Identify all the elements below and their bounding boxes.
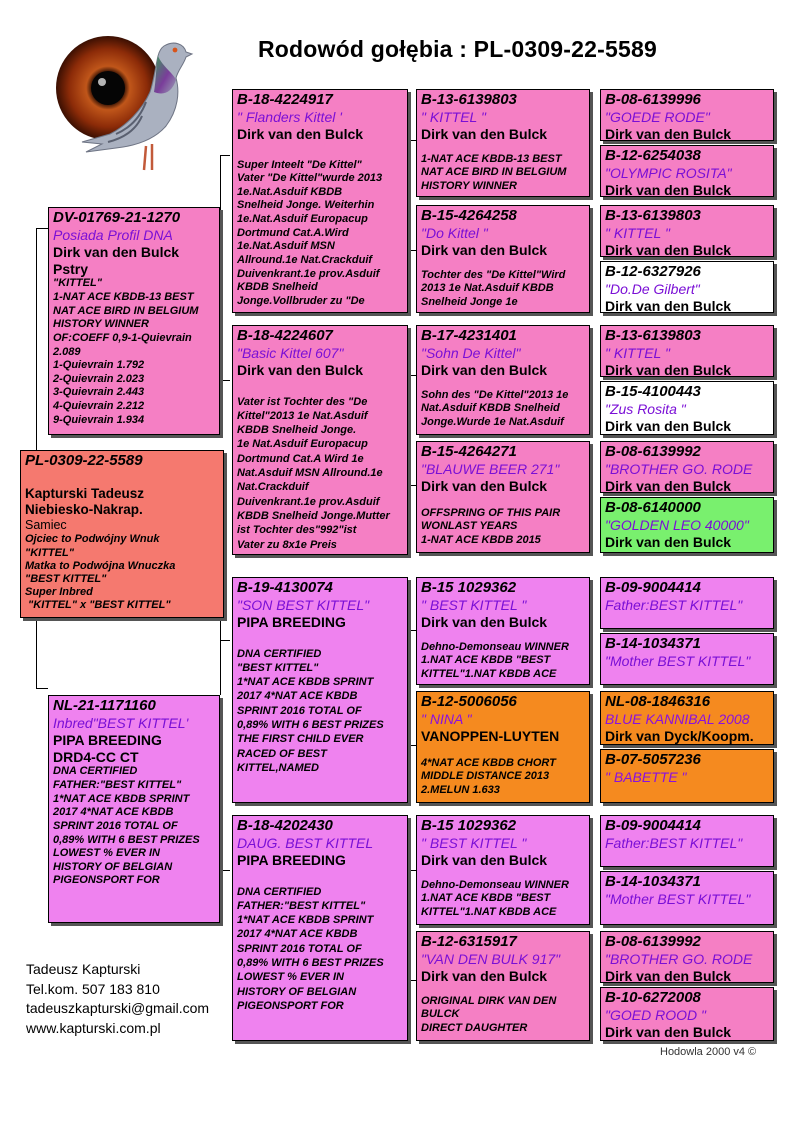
- mother-note: LOWEST % EVER IN: [53, 847, 160, 860]
- great-grandparent-owner: Dirk van den Bulck: [421, 241, 548, 258]
- mother-note: PIGEONSPORT FOR: [53, 874, 160, 887]
- great-grandparent-note: 1.NAT ACE KBDB "BEST: [421, 654, 551, 667]
- father-note: 1-Quievrain 1.792: [53, 359, 145, 372]
- father-note: 9-Quievrain 1.934: [53, 413, 145, 426]
- great-grandparent-note: Sohn des "De Kittel"2013 1e: [421, 388, 569, 401]
- connector-line: [408, 250, 416, 251]
- g3-ring: NL-08-1846316: [605, 693, 711, 710]
- bird-note: Ojciec to Podwójny Wnuk: [25, 533, 160, 546]
- great-grandparent-note: OFFSPRING OF THIS PAIR: [421, 506, 561, 519]
- grandparent-note: SPRINT 2016 TOTAL OF: [237, 942, 362, 955]
- grandparent-ring: B-19-4130074: [237, 579, 333, 596]
- great-grandparent-note: BULCK: [421, 1008, 460, 1021]
- grandparent-note: KBDB Snelheid Jonge.Mutter: [237, 509, 390, 522]
- g3-ring: B-08-6139992: [605, 933, 701, 950]
- grandparent-note: 1*NAT ACE KBDB SPRINT: [237, 676, 374, 689]
- grandparent-note: RACED OF BEST: [237, 747, 327, 760]
- great-grandparent-note: Tochter des "De Kittel"Wird: [421, 268, 566, 281]
- father-note: 3-Quievrain 2.443: [53, 386, 145, 399]
- footer-version: Hodowla 2000 v4 ©: [660, 1046, 757, 1058]
- great-grandparent-ring: B-15-4264258: [421, 207, 517, 224]
- grandparent-card: [232, 89, 408, 313]
- connector-line: [36, 688, 48, 689]
- g3-ring: B-07-5057236: [605, 751, 701, 768]
- great-grandparent-card: [416, 89, 590, 197]
- connector-line: [220, 325, 221, 380]
- great-grandparent-note: DIRECT DAUGHTER: [421, 1021, 528, 1034]
- father-note: 2-Quievrain 2.023: [53, 372, 145, 385]
- great-grandparent-note: 2.MELUN 1.633: [421, 783, 500, 796]
- g3-card: [600, 205, 774, 257]
- contact-block: [26, 960, 209, 1038]
- great-grandparent-note: NAT ACE BIRD IN BELGIUM: [421, 166, 567, 179]
- g3-ring: B-08-6139992: [605, 443, 701, 460]
- mother-note: 2017 4*NAT ACE KBDB: [53, 806, 174, 819]
- g3-name: " KITTEL ": [605, 345, 670, 361]
- great-grandparent-owner: Dirk van den Bulck: [421, 125, 548, 142]
- great-grandparent-card: [416, 931, 590, 1041]
- grandparent-note: Duivenkrant.1e prov.Asduif: [237, 495, 380, 508]
- g3-owner: Dirk van den Bulck: [605, 181, 732, 197]
- great-grandparent-name: " BEST KITTEL ": [421, 597, 527, 613]
- great-grandparent-note: Dehno-Demonseau WINNER: [421, 640, 569, 653]
- g3-name: Father:BEST KITTEL": [605, 597, 743, 613]
- g3-owner: Dirk van Dyck/Koopm.: [605, 727, 754, 744]
- g3-name: " KITTEL ": [605, 225, 670, 241]
- grandparent-ring: B-18-4224607: [237, 327, 333, 344]
- mother-note: 0,89% WITH 6 BEST PRIZES: [53, 833, 200, 846]
- father-note: 2.089: [53, 345, 81, 358]
- connector-line: [408, 980, 416, 981]
- contact-name: Tadeusz Kapturski: [26, 961, 141, 977]
- grandparent-note: Vater "De Kittel"wurde 2013: [237, 172, 383, 185]
- connector-line: [408, 870, 409, 980]
- great-grandparent-name: "VAN DEN BULK 917": [421, 951, 561, 967]
- father-note: NAT ACE BIRD IN BELGIUM: [53, 304, 199, 317]
- g3-card: [600, 931, 774, 983]
- connector-line: [36, 618, 37, 688]
- bird-breeder: Kapturski Tadeusz: [25, 486, 145, 501]
- father-note: HISTORY WINNER: [53, 318, 149, 331]
- g3-ring: B-12-6327926: [605, 263, 701, 280]
- mother-note: HISTORY OF BELGIAN: [53, 860, 173, 873]
- contact-phone: Tel.kom. 507 183 810: [26, 980, 160, 997]
- great-grandparent-ring: B-15-4264271: [421, 443, 517, 460]
- great-grandparent-note: HISTORY WINNER: [421, 179, 517, 192]
- grandparent-note: "BEST KITTEL": [237, 661, 319, 674]
- great-grandparent-card: [416, 691, 590, 803]
- bird-note: "BEST KITTEL": [25, 572, 107, 585]
- grandparent-note: 2017 4*NAT ACE KBDB: [237, 928, 358, 941]
- grandparent-note: KITTEL,NAMED: [237, 761, 319, 774]
- g3-owner: Dirk van den Bulck: [605, 967, 732, 983]
- grandparent-note: 1*NAT ACE KBDB SPRINT: [237, 914, 374, 927]
- great-grandparent-owner: Dirk van den Bulck: [421, 851, 548, 868]
- grandparent-note: Nat.Crackduif: [237, 481, 309, 494]
- great-grandparent-card: [416, 205, 590, 313]
- g3-name: BLUE KANNIBAL 2008: [605, 711, 750, 727]
- g3-ring: B-12-6254038: [605, 147, 701, 164]
- great-grandparent-owner: Dirk van den Bulck: [421, 477, 548, 494]
- grandparent-note: THE FIRST CHILD EVER: [237, 733, 364, 746]
- grandparent-note: Dortmund Cat.A.Wird: [237, 226, 349, 239]
- great-grandparent-note: ORIGINAL DIRK VAN DEN: [421, 994, 557, 1007]
- g3-card: [600, 89, 774, 141]
- father-name: Posiada Profil DNA: [53, 227, 173, 243]
- great-grandparent-note: 1-NAT ACE KBDB-13 BEST: [421, 152, 562, 165]
- great-grandparent-name: "Sohn De Kittel": [421, 345, 521, 361]
- g3-name: "GOLDEN LEO 40000": [605, 517, 749, 533]
- grandparent-name: " Flanders Kittel ': [237, 109, 342, 125]
- grandparent-note: HISTORY OF BELGIAN: [237, 985, 357, 998]
- connector-line: [408, 140, 409, 250]
- grandparent-owner: PIPA BREEDING: [237, 851, 346, 868]
- g3-name: "Mother BEST KITTEL": [605, 653, 751, 669]
- connector-line: [408, 630, 416, 631]
- g3-owner: Dirk van den Bulck: [605, 477, 732, 493]
- grandparent-note: Dortmund Cat.A Wird 1e: [237, 452, 364, 465]
- grandparent-note: Allround.1e Nat.Crackduif: [237, 253, 373, 266]
- grandparent-note: Duivenkrant.1e prov.Asduif: [237, 267, 380, 280]
- connector-line: [408, 140, 416, 141]
- g3-owner: Dirk van den Bulck: [605, 361, 732, 377]
- great-grandparent-owner: Dirk van den Bulck: [421, 967, 548, 984]
- g3-ring: B-15-4100443: [605, 383, 701, 400]
- connector-line: [408, 485, 416, 486]
- connector-line: [408, 745, 416, 746]
- contact-website[interactable]: www.kapturski.com.pl: [26, 1019, 161, 1036]
- g3-ring: B-13-6139803: [605, 327, 701, 344]
- great-grandparent-ring: B-13-6139803: [421, 91, 517, 108]
- father-note: 4-Quievrain 2.212: [53, 400, 145, 413]
- connector-line: [220, 870, 230, 871]
- grandparent-note: 0,89% WITH 6 BEST PRIZES: [237, 719, 384, 732]
- g3-name: "Zus Rosita ": [605, 401, 686, 417]
- g3-card: [600, 441, 774, 493]
- mother-note: FATHER:"BEST KITTEL": [53, 779, 182, 792]
- mother-note: DNA CERTIFIED: [53, 765, 138, 778]
- great-grandparent-ring: B-12-5006056: [421, 693, 517, 710]
- g3-ring: B-09-9004414: [605, 579, 701, 596]
- g3-card: [600, 871, 774, 925]
- great-grandparent-card: [416, 325, 590, 435]
- grandparent-note: DNA CERTIFIED: [237, 885, 322, 898]
- mother-ring: NL-21-1171160: [53, 697, 156, 714]
- g3-owner: Dirk van den Bulck: [605, 1023, 732, 1040]
- bird-note: Matka to Podwójna Wnuczka: [25, 559, 176, 572]
- grandparent-ring: B-18-4202430: [237, 817, 333, 834]
- father-ring: DV-01769-21-1270: [53, 209, 181, 226]
- father-note: "KITTEL": [53, 277, 102, 290]
- connector-line: [408, 870, 416, 871]
- g3-card: [600, 749, 774, 803]
- great-grandparent-owner: Dirk van den Bulck: [421, 613, 548, 630]
- grandparent-note: 1e Nat.Asduif Europacup: [237, 438, 368, 451]
- great-grandparent-note: Dehno-Demonseau WINNER: [421, 878, 569, 891]
- great-grandparent-name: "BLAUWE BEER 271": [421, 461, 560, 477]
- great-grandparent-note: WONLAST YEARS: [421, 520, 518, 533]
- father-note: OF:COEFF 0,9-1-Quievrain: [53, 331, 192, 344]
- g3-name: " BABETTE ": [605, 769, 687, 785]
- bird-note: "KITTEL" x "BEST KITTEL": [25, 599, 171, 612]
- connector-line: [36, 228, 48, 229]
- grandparent-owner: Dirk van den Bulck: [237, 361, 364, 378]
- g3-ring: B-08-6140000: [605, 499, 701, 516]
- g3-name: "GOEDE RODE": [605, 109, 710, 125]
- grandparent-note: ist Tochter des"992"ist: [237, 524, 357, 537]
- grandparent-note: Super Inteelt "De Kittel": [237, 158, 362, 171]
- g3-card: [600, 325, 774, 377]
- father-extra: Pstry: [53, 260, 89, 277]
- grandparent-name: "SON BEST KITTEL": [237, 597, 370, 613]
- g3-ring: B-14-1034371: [605, 635, 701, 652]
- great-grandparent-note: Snelheid Jonge 1e: [421, 295, 518, 308]
- grandparent-note: Snelheid Jonge. Weiterhin: [237, 199, 375, 212]
- g3-name: "BROTHER GO. RODE: [605, 461, 753, 477]
- g3-name: "Do.De Gilbert": [605, 281, 700, 297]
- great-grandparent-ring: B-15 1029362: [421, 579, 517, 596]
- great-grandparent-note: KITTEL"1.NAT KBDB ACE: [421, 905, 557, 918]
- great-grandparent-note: KITTEL"1.NAT KBDB ACE: [421, 667, 557, 680]
- contact-email[interactable]: tadeuszkapturski@gmail.com: [26, 1000, 210, 1016]
- great-grandparent-note: MIDDLE DISTANCE 2013: [421, 770, 550, 783]
- g3-card: [600, 987, 774, 1041]
- g3-ring: B-10-6272008: [605, 989, 701, 1006]
- great-grandparent-ring: B-15 1029362: [421, 817, 517, 834]
- grandparent-note: FATHER:"BEST KITTEL": [237, 899, 366, 912]
- great-grandparent-card: [416, 577, 590, 685]
- connector-line: [220, 155, 230, 156]
- grandparent-note: PIGEONSPORT FOR: [237, 999, 344, 1012]
- g3-card: [600, 633, 774, 685]
- grandparent-note: 1e.Nat.Asduif KBDB: [237, 185, 343, 198]
- grandparent-note: Nat.Asduif MSN Allround.1e: [237, 467, 383, 480]
- g3-card: [600, 577, 774, 629]
- grandparent-note: 2017 4*NAT ACE KBDB: [237, 690, 358, 703]
- g3-ring: B-13-6139803: [605, 207, 701, 224]
- father-card: [48, 207, 220, 435]
- g3-owner: Dirk van den Bulck: [605, 241, 732, 257]
- bird-note: Super Inbred: [25, 586, 93, 599]
- great-grandparent-card: [416, 441, 590, 553]
- g3-ring: B-09-9004414: [605, 817, 701, 834]
- g3-card: [600, 261, 774, 313]
- page-title: Rodowód gołębia : PL-0309-22-5589: [258, 36, 657, 62]
- grandparent-name: "Basic Kittel 607": [237, 345, 344, 361]
- great-grandparent-note: 4*NAT ACE KBDB CHORT: [421, 756, 556, 769]
- great-grandparent-name: " NINA ": [421, 711, 472, 727]
- great-grandparent-name: "Do Kittel ": [421, 225, 488, 241]
- mother-name: Inbred"BEST KITTEL': [53, 715, 189, 731]
- grandparent-note: Kittel"2013 1e Nat.Asduif: [237, 409, 368, 422]
- great-grandparent-name: " BEST KITTEL ": [421, 835, 527, 851]
- g3-owner: Dirk van den Bulck: [605, 125, 732, 141]
- grandparent-note: Jonge.Vollbruder zu "De: [237, 294, 365, 307]
- great-grandparent-card: [416, 815, 590, 925]
- pigeon-logo: [46, 30, 196, 180]
- bird-note: "KITTEL": [25, 546, 74, 559]
- grandparent-note: KBDB Snelheid Jonge.: [237, 424, 357, 437]
- grandparent-note: Vater ist Tochter des "De: [237, 395, 368, 408]
- great-grandparent-note: Jonge.Wurde 1e Nat.Asduif: [421, 415, 564, 428]
- g3-ring: B-08-6139996: [605, 91, 701, 108]
- grandparent-ring: B-18-4224917: [237, 91, 333, 108]
- bird-ring: PL-0309-22-5589: [25, 452, 143, 469]
- grandparent-card: [232, 325, 408, 555]
- bird-color: Niebiesko-Nakrap.: [25, 502, 143, 518]
- great-grandparent-note: Nat.Asduif KBDB Snelheid: [421, 402, 560, 415]
- g3-card: [600, 497, 774, 553]
- great-grandparent-note: 1.NAT ACE KBDB "BEST: [421, 892, 551, 905]
- grandparent-note: 1e.Nat.Asduif Europacup: [237, 213, 368, 226]
- connector-line: [408, 375, 409, 485]
- grandparent-note: DNA CERTIFIED: [237, 647, 322, 660]
- connector-line: [36, 228, 37, 450]
- grandparent-note: 0,89% WITH 6 BEST PRIZES: [237, 957, 384, 970]
- connector-line: [220, 640, 230, 641]
- g3-name: Father:BEST KITTEL": [605, 835, 743, 851]
- bird-card: [20, 450, 224, 618]
- mother-note: 1*NAT ACE KBDB SPRINT: [53, 792, 190, 805]
- grandparent-card: [232, 577, 408, 803]
- grandparent-note: KBDB Snelheid: [237, 281, 318, 294]
- great-grandparent-note: 1-NAT ACE KBDB 2015: [421, 533, 541, 546]
- g3-ring: B-14-1034371: [605, 873, 701, 890]
- great-grandparent-owner: Dirk van den Bulck: [421, 361, 548, 378]
- connector-line: [408, 630, 409, 745]
- father-owner: Dirk van den Bulck: [53, 243, 180, 260]
- grandparent-note: SPRINT 2016 TOTAL OF: [237, 704, 362, 717]
- mother-owner: PIPA BREEDING: [53, 731, 162, 748]
- grandparent-owner: PIPA BREEDING: [237, 613, 346, 630]
- mother-note: SPRINT 2016 TOTAL OF: [53, 819, 178, 832]
- g3-card: [600, 691, 774, 745]
- father-note: 1-NAT ACE KBDB-13 BEST: [53, 291, 194, 304]
- g3-card: [600, 381, 774, 435]
- g3-name: "GOED ROOD ": [605, 1007, 706, 1023]
- great-grandparent-ring: B-12-6315917: [421, 933, 517, 950]
- great-grandparent-name: " KITTEL ": [421, 109, 486, 125]
- g3-owner: Dirk van den Bulck: [605, 417, 732, 434]
- great-grandparent-ring: B-17-4231401: [421, 327, 517, 344]
- g3-name: "OLYMPIC ROSITA": [605, 165, 732, 181]
- g3-owner: Dirk van den Bulck: [605, 533, 732, 550]
- g3-card: [600, 815, 774, 867]
- connector-line: [408, 375, 416, 376]
- great-grandparent-note: 2013 1e Nat.Asduif KBDB: [421, 282, 554, 295]
- g3-name: "BROTHER GO. RODE: [605, 951, 753, 967]
- grandparent-note: LOWEST % EVER IN: [237, 971, 344, 984]
- connector-line: [220, 380, 230, 381]
- g3-card: [600, 145, 774, 197]
- g3-owner: Dirk van den Bulck: [605, 297, 732, 313]
- mother-extra: DRD4-CC CT: [53, 748, 139, 765]
- grandparent-note: 1e.Nat.Asduif MSN: [237, 240, 335, 253]
- bird-sex: Samiec: [25, 518, 67, 533]
- connector-line: [220, 155, 221, 210]
- grandparent-card: [232, 815, 408, 1041]
- grandparent-name: DAUG. BEST KITTEL: [237, 835, 374, 851]
- great-grandparent-owner: VANOPPEN-LUYTEN: [421, 727, 560, 744]
- mother-card: [48, 695, 220, 923]
- g3-name: "Mother BEST KITTEL": [605, 891, 751, 907]
- grandparent-owner: Dirk van den Bulck: [237, 125, 364, 142]
- grandparent-note: Vater zu 8x1e Preis: [237, 538, 337, 551]
